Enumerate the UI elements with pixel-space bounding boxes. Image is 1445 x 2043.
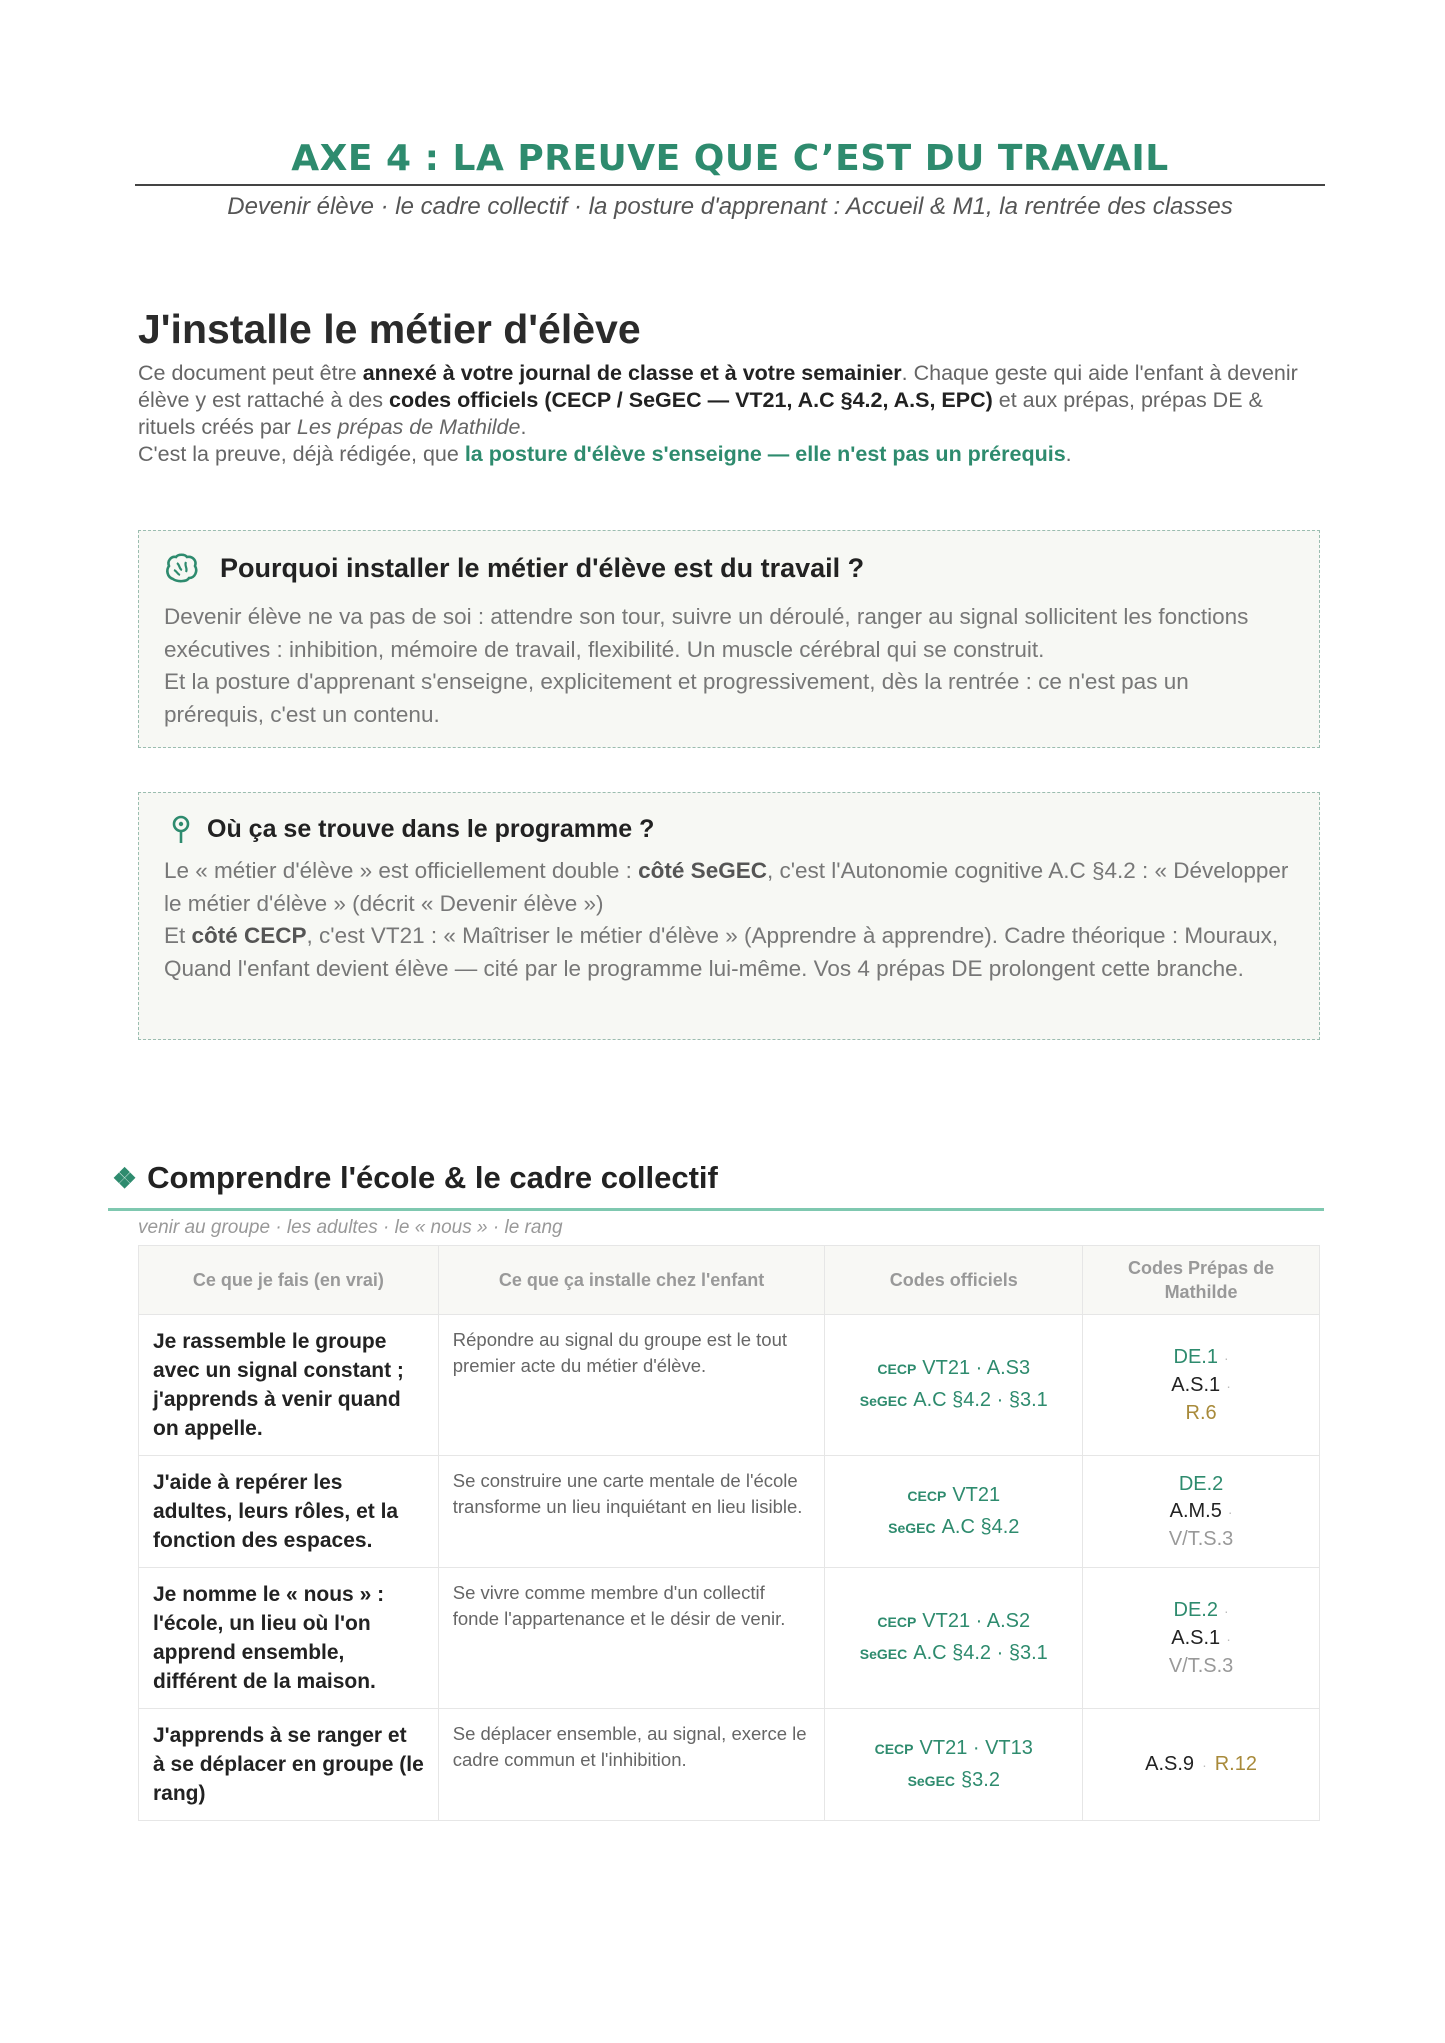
table-row [139, 1315, 1320, 1456]
col-header-prepas: Codes Prépas de Mathilde [1083, 1246, 1320, 1315]
codes-cell: CECP VT21 SeGEC A.C §4.2 [825, 1456, 1083, 1568]
pin-icon [171, 815, 191, 850]
action-cell: J'apprends à se ranger et à se déplacer en groupe (le rang) [139, 1709, 439, 1821]
effect-cell: Se construire une carte mentale de l'école transforme un lieu inquiétant en lieu lisible. [438, 1456, 825, 1568]
diamond-cluster-icon: ❖ [112, 1163, 138, 1194]
where-callout [138, 792, 1320, 1040]
action-cell: J'aide à repérer les adultes, leurs rôles, et la fonction des espaces. [139, 1456, 439, 1568]
table-row [139, 1709, 1320, 1821]
effect-cell: Répondre au signal du groupe est le tout premier acte du métier d'élève. [438, 1315, 825, 1456]
prepas-cell: A.S.9 · R.12 [1083, 1709, 1320, 1821]
page-title: J'installe le métier d'élève [138, 306, 641, 352]
col-header-codes: Codes officiels [825, 1246, 1083, 1315]
table-row [139, 1456, 1320, 1568]
practice-table [138, 1245, 1320, 1821]
where-body: Le « métier d'élève » est officiellement double : côté SeGEC, c'est l'Autonomie cognitive A.C §4.2 : « Développer le métier d'élève » (décrit « Devenir élève ») Et côté CECP, c'est VT21 : « Maîtriser le métier d'élève » (Apprendre à apprendre). Cadre théorique : Mouraux, Quand l'enfant devient élève — cité par le programme lui-même. Vos 4 prépas DE prolongent cette branche. [164, 858, 1289, 981]
prepas-cell: DE.1 · A.S.1 · R.6 [1083, 1315, 1320, 1456]
why-callout [138, 530, 1320, 748]
col-header-effect: Ce que ça installe chez l'enfant [438, 1246, 825, 1315]
axe-title: AXE 4 : LA PREUVE QUE C’EST DU TRAVAIL [291, 138, 1169, 179]
section-title: ❖ Comprendre l'école & le cadre collectif [112, 1160, 718, 1195]
codes-cell: CECP VT21 · A.S2 SeGEC A.C §4.2 · §3.1 [825, 1568, 1083, 1709]
where-title: Où ça se trouve dans le programme ? [207, 815, 655, 843]
prepas-cell: DE.2 · A.S.1 · V/T.S.3 [1083, 1568, 1320, 1709]
section-subtitle: venir au groupe · les adultes · le « nous » · le rang [138, 1217, 563, 1238]
why-body: Devenir élève ne va pas de soi : attendre son tour, suivre un déroulé, ranger au signal sollicitent les fonctions exécutives : inhibition, mémoire de travail, flexibilité. Un muscle cérébral qui se construit. Et la posture d'apprenant s'enseigne, explicitement et progressivement, dès la rentrée : ce n'est pas un prérequis, c'est un contenu. [164, 604, 1249, 727]
effect-cell: Se vivre comme membre d'un collectif fonde l'appartenance et le désir de venir. [438, 1568, 825, 1709]
action-cell: Je rassemble le groupe avec un signal constant ; j'apprends à venir quand on appelle. [139, 1315, 439, 1456]
action-cell: Je nomme le « nous » : l'école, un lieu où l'on apprend ensemble, différent de la maison. [139, 1568, 439, 1709]
title-divider [135, 184, 1325, 186]
col-header-action: Ce que je fais (en vrai) [139, 1246, 439, 1315]
codes-cell: CECP VT21 · VT13 SeGEC §3.2 [825, 1709, 1083, 1821]
table-row [139, 1568, 1320, 1709]
axe-subtitle: Devenir élève · le cadre collectif · la posture d'apprenant : Accueil & M1, la rentrée des classes [227, 193, 1233, 220]
prepas-cell: DE.2 A.M.5 · V/T.S.3 [1083, 1456, 1320, 1568]
section-divider [108, 1208, 1324, 1211]
codes-cell: CECP VT21 · A.S3 SeGEC A.C §4.2 · §3.1 [825, 1315, 1083, 1456]
effect-cell: Se déplacer ensemble, au signal, exerce le cadre commun et l'inhibition. [438, 1709, 825, 1821]
intro-text: Ce document peut être annexé à votre journal de classe et à votre semainier. Chaque geste qui aide l'enfant à devenir élève y est rattaché à des codes officiels (CECP / SeGEC — VT21, A.C §4.2, A.S, EPC) et aux prépas, prépas DE & rituels créés par Les prépas de Mathilde. C'est la preuve, déjà rédigée, que la posture d'élève s'enseigne — elle n'est pas un prérequis. [138, 361, 1298, 466]
table-header-row [139, 1246, 1320, 1315]
brain-icon [165, 553, 199, 588]
why-title: Pourquoi installer le métier d'élève est du travail ? [220, 553, 865, 583]
